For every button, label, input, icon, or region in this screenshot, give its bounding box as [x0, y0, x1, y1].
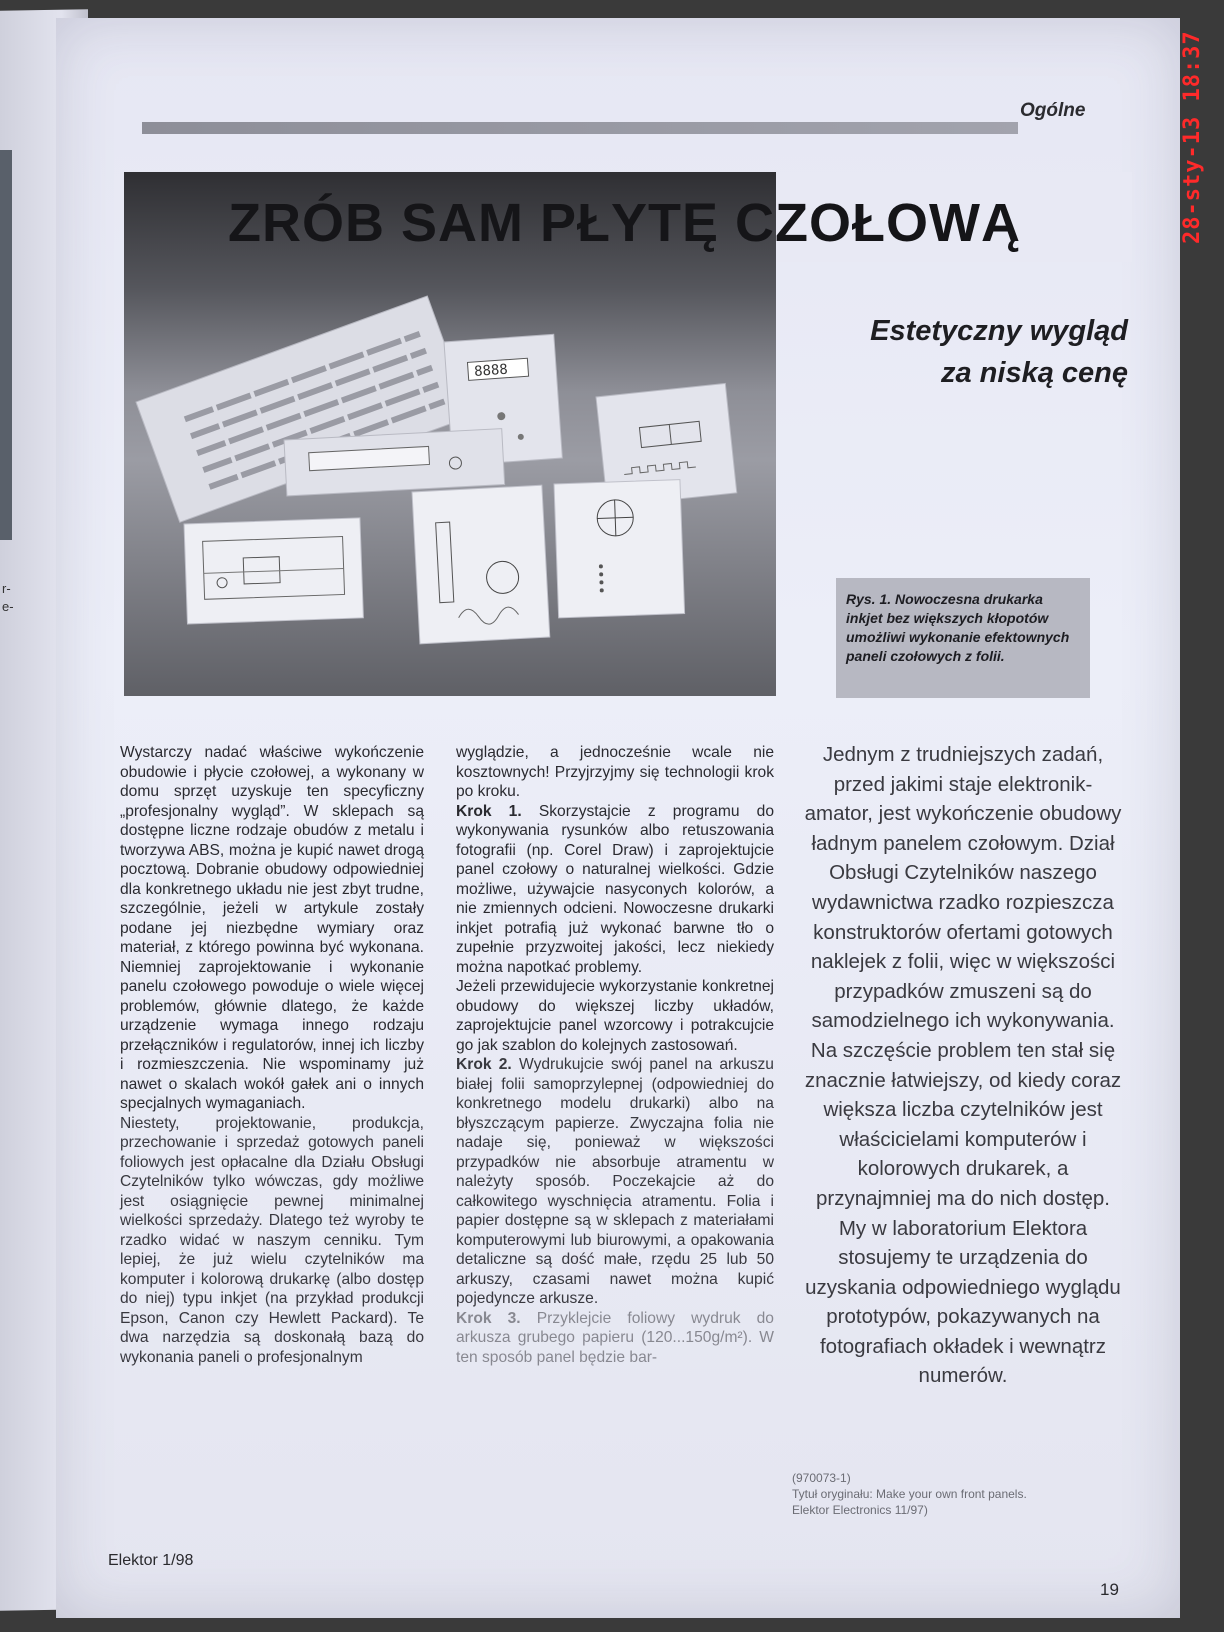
subtitle-line-1: Estetyczny wygląd — [870, 315, 1128, 347]
caption-label: Rys. 1. — [846, 591, 892, 607]
step1-label: Krok 1. — [456, 802, 522, 820]
column-1 — [120, 743, 424, 1367]
col2-step-1 — [456, 802, 774, 978]
col2-step-3 — [456, 1309, 774, 1368]
col2-step-1b: Jeżeli przewidujecie wykorzystanie konkretnej obudowy do większej liczby układów, zaprojektujcie panel wzorcowy i potrakcujcie go jak szablon do kolejnych zastosowań. — [456, 978, 774, 1054]
section-label: Ogólne — [1020, 100, 1086, 121]
camera-timestamp: 28-sty-13 18:37 — [1180, 30, 1205, 244]
step2-text: Wydrukujcie swój panel na arkuszu białej folii samoprzylepnej (odpowiedniej do konkretnego modelu drukarki) albo na błyszczącym papierze. Zwyczajna folia nie nadaje się, ponieważ w większości przypadków nie absorbuje atramentu w należyty sposób. Poczekajcie aż do całkowitego wyschnięcia atramentu. Folia i papier dostępne są w sklepach z materiałami komputerowymi lub biurowymi, a opakowania detaliczne są dość małe, rzędu 25 lub 50 arkuszy, czasami nawet można kupić pojedyncze arkusze. — [456, 1056, 774, 1307]
header-rule — [142, 122, 1018, 134]
step2-label: Krok 2. — [456, 1056, 512, 1073]
left-page-photo-strip — [0, 150, 12, 540]
left-page-fragments: r- e- — [2, 581, 14, 614]
column-2 — [456, 743, 774, 1367]
note-ref: (970073-1) — [792, 1471, 851, 1485]
lead-text: Jednym z trudniejszych zadań, przed jakimi staje elektronik-amator, jest wykończenie obudowy ładnym panelem czołowym. Dział Obsługi Czytelników naszego wydawnictwa rzadko rozpieszcza konstruktorów ofertami gotowych naklejek z folii, więc w większości przypadków zmuszeni są do samodzielnego ich wykonywania. Na szczęście problem ten stał się znacznie łatwiejszy, od kiedy coraz większa liczba czytelników jest właścicielami komputerów i kolorowych drukarek, a przynajmniej ma do nich dostęp. My w laboratorium Elektora stosujemy te urządzenia do uzyskania odpowiedniego wyglądu prototypów, pokazywanych na fotografiach okładek i wewnątrz numerów. — [804, 743, 1122, 1388]
step1-text: Skorzystajcie z programu do wykonywania rysunków albo retuszowania fotografii (np. Corel Draw) i zaprojektujcie panel czołowy o naturalnej wielkości. Gdzie możliwe, używajcie nasyconych kolorów, a nie zmiennych odcieni. Nowoczesne drukarki inkjet potrafią już wykonać barwne tło o zupełnie przyzwoitej jakości, lecz niekiedy można napotkać problemy. — [456, 802, 775, 976]
col2-intro: wyglądzie, a jednocześnie wcale nie kosztownych! Przyjrzyjmy się technologii krok po kroku. — [456, 744, 774, 800]
source-note — [792, 1470, 1122, 1518]
step3-label: Krok 3. — [456, 1309, 521, 1327]
col1-paragraph-2: Niestety, projektowanie, produkcja, przechowanie i sprzedaż gotowych paneli foliowych jest opłacalne dla Działu Obsługi Czytelników tylko wówczas, gdy możliwe jest osiągnięcie pewnej minimalnej wielkości sprzedaży. Dlatego też wyroby te rzadko widać w naszym cenniku. Tym lepiej, że już wielu czytelników ma komputer i kolorową drukarkę (albo dostęp do niej) typu inkjet (na przykład produkcji Epson, Canon czy Hewlett Packard). Te dwa narzędzia są doskonałą bazą do wykonania paneli o profesjonalnym — [120, 1114, 424, 1366]
svg-text:8888: 8888 — [473, 361, 509, 380]
page-number: 19 — [1100, 1580, 1119, 1599]
subtitle-line-2: za niską cenę — [941, 357, 1128, 389]
note-source: Elektor Electronics 11/97) — [792, 1503, 928, 1517]
note-original-title: Tytuł oryginału: Make your own front panels. — [792, 1487, 1027, 1501]
step3-text: Przyklejcie foliowy wydruk do arkusza grubego papieru (120...150g/m²). W ten sposób panel będzie bar- — [456, 1309, 774, 1366]
col2-step-2 — [456, 1055, 774, 1309]
col1-paragraph-1: Wystarczy nadać właściwe wykończenie obudowie i płycie czołowej, a wykonany w domu sprzęt uzyskuje ten specyficzny „profesjonalny wygląd”. W sklepach są dostępne liczne rodzaje obudów z metalu i tworzywa ABS, można je kupić nawet drogą pocztową. Dobranie obudowy odpowiedniej dla konkretnego układu nie jest zbyt trudne, szczególnie, jeżeli w artykule zostały podane jej niezbędne wymiary oraz materiał, z którego powinna być wykonana. Niemniej zaprojektowanie i wykonanie panelu czołowego powoduje o wiele więcej problemów, głównie dlatego, że każde urządzenie wymaga innego rodzaju przełączników i regulatorów, innej ich liczby i rozmieszczenia. Nie wspominamy już nawet o skalach wokół gałek ani o innych specjalnych wymaganiach. — [120, 744, 424, 1112]
article-title: ZRÓB SAM PŁYTĘ CZOŁOWĄ — [228, 193, 1021, 253]
column-3-lead — [800, 740, 1126, 1391]
figure-caption — [846, 590, 1082, 666]
footer-magazine: Elektor 1/98 — [108, 1552, 194, 1569]
caption-text: Nowoczesna drukarka inkjet bez większych kłopotów umożliwi wykonanie efektownych paneli czołowych z folii. — [846, 591, 1070, 664]
article-subtitle — [780, 310, 1128, 394]
